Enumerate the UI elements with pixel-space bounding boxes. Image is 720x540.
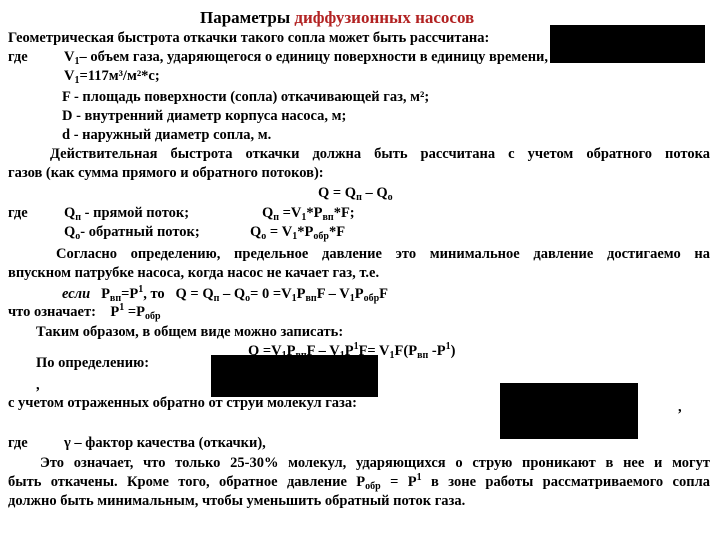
text-line: $Q_о-$ обратный поток; xyxy=(64,224,200,242)
text-line: быть откачены. Кроме того, обратное давление $P_{обр} = P^1$ в зоне работы рассматриваемого сопла xyxy=(8,472,710,492)
text-line: По определению: xyxy=(36,355,150,371)
text-line: d - наружный диаметр сопла, м. xyxy=(62,127,272,143)
text-line: газов (как сумма прямого и обратного потоков): xyxy=(8,165,324,181)
text-line: Согласно определению, предельное давление это минимальное давление достигаемо на xyxy=(56,246,710,262)
text-line: $Q_п$ - прямой поток; xyxy=(64,205,190,223)
text-line: Действительная быстрота откачки должна быть рассчитана с учетом обратного потока xyxy=(50,146,710,162)
overlap-box xyxy=(590,52,630,63)
text-line: где xyxy=(8,435,28,451)
formula-line: $Q_п =V_1*P_{вп}*F$; xyxy=(262,205,355,223)
text-line: F - площадь поверхности (сопла) откачивающей газ, м²; xyxy=(62,89,430,105)
formula-image-2 xyxy=(211,355,378,397)
text-line: должно быть минимальным, чтобы уменьшить обратный поток газа. xyxy=(8,493,466,509)
text-line: , xyxy=(36,377,40,393)
formula-line: что означает: $P^1 =P_{обр}$ xyxy=(8,302,161,322)
text-line: с учетом отраженных обратно от струи молекул газа: xyxy=(8,395,357,411)
title-prefix: Параметры xyxy=(200,8,295,27)
formula-line: $Q = Q_п - Q_о$ xyxy=(318,185,393,203)
formula-line: $Q =V_1P_{вп}F - V_1P^1F= V_1F(P_{вп}$ $-P^1$) xyxy=(248,341,456,361)
text-line: впускном патрубке насоса, когда насос не качает газ, т.е. xyxy=(8,265,380,281)
title-accent: диффузионных насосов xyxy=(294,8,475,27)
text-line: $V_1-$ объем газа, ударяющегося о единицу поверхности в единицу времени, xyxy=(64,49,549,67)
formula-image-3 xyxy=(500,383,638,439)
formula-line: $Q_о = V_1*P_{обр}*F$ xyxy=(250,224,346,242)
text-line: , xyxy=(678,399,682,415)
text-line: где xyxy=(8,49,28,65)
page-title xyxy=(200,9,474,27)
text-line: D - внутренний диаметр корпуса насоса, м; xyxy=(62,108,347,124)
text-line: $V_1=117м^3/м^2*c$; xyxy=(64,68,160,86)
text-line: Это означает, что только 25-30% молекул, ударяющихся о струю проникают в нее и могут xyxy=(40,455,710,471)
text-line: Таким образом, в общем виде можно записать: xyxy=(36,324,344,340)
text-line: Геометрическая быстрота откачки такого сопла может быть рассчитана: xyxy=(8,30,490,46)
text-line: γ – фактор качества (откачки), xyxy=(64,435,266,451)
text-line: где xyxy=(8,205,28,221)
formula-line: если $P_{вп}=P^1$, то $Q = Q_п - Q_о= 0 =V_1P_{вп}F - V_1P_{обр}F$ xyxy=(62,284,388,304)
